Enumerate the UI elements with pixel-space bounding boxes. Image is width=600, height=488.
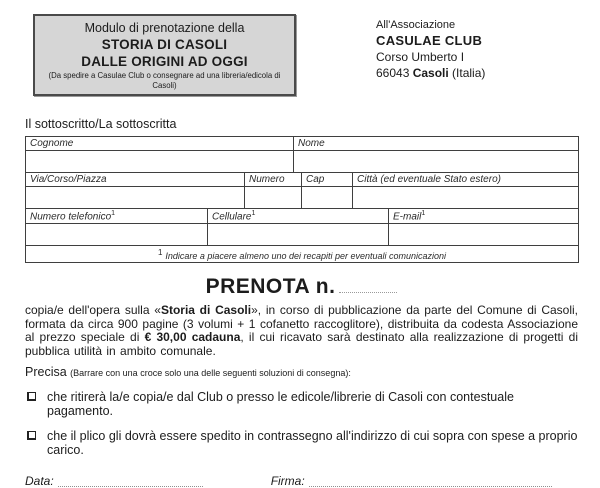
firma-line[interactable]	[309, 474, 552, 487]
date-label: Data:	[25, 473, 54, 488]
work-title: Storia di Casoli	[160, 303, 252, 318]
cellulare-label: Cellulare$^1$	[208, 209, 389, 224]
cognome-input[interactable]	[26, 151, 294, 173]
header	[25, 14, 578, 96]
firma-label: Firma:	[270, 473, 305, 488]
form-title-line1: Modulo di prenotazione della	[84, 21, 245, 35]
title-box	[33, 14, 296, 96]
recipient-name: CASULAE CLUB	[376, 33, 483, 48]
citta-label: Città (ed eventuale Stato estero)	[353, 173, 579, 187]
cellulare-input[interactable]	[208, 224, 389, 246]
pickup-option-label: che ritirerà la/e copia/e dal Club o presso le edicole/librerie di Casoli con contestuale pagamento.	[47, 389, 514, 418]
recipient-city: 66043 Casoli (Italia)	[376, 66, 486, 80]
form-title-note: (Da spedire a Casulae Club o consegnare ad una libreria/edicola di Casoli)	[48, 71, 281, 90]
citta-input[interactable]	[353, 187, 579, 209]
email-input[interactable]	[389, 224, 579, 246]
recipient-address	[376, 17, 578, 81]
nome-input[interactable]	[294, 151, 579, 173]
via-label: Via/Corso/Piazza	[26, 173, 245, 187]
nome-label: Nome	[294, 137, 579, 151]
precisa-line: Precisa (Barrare con una croce solo una delle seguenti soluzioni di consegna):	[25, 364, 351, 379]
prenota-number-line[interactable]	[339, 292, 397, 293]
personal-data-table	[25, 136, 579, 263]
form-title-line2: STORIA DI CASOLI	[101, 37, 228, 52]
pickup-checkbox[interactable]	[27, 392, 36, 401]
price: € 30,00 cadauna	[144, 330, 241, 345]
delivery-option-pickup	[25, 390, 578, 418]
table-footnote: $^1$ Indicare a piacere almeno uno dei recapiti per eventuali comunicazioni	[26, 246, 579, 263]
numero-input[interactable]	[245, 187, 302, 209]
signature-row	[25, 474, 578, 488]
cap-input[interactable]	[302, 187, 353, 209]
body-paragraph: copia/e dell'opera sulla «Storia di Casoli», in corso di pubblicazione da parte del Comune di Casoli, formata da circa 900 pagine (3 volumi + 1 cofanetto raccoglitore), distribuita da codesta Associazione al prezzo speciale di € 30,00 cadauna, il cui ricavato sarà destinato alla realizzazione di progetti di pubblica utilità in ambito comunale.	[25, 303, 579, 358]
cap-label: Cap	[302, 173, 353, 187]
shipping-option-label: che il plico gli dovrà essere spedito in contrassegno all'indirizzo di cui sopra con spese a proprio carico.	[47, 428, 578, 457]
delivery-option-shipping	[25, 429, 578, 457]
telefono-label: Numero telefonico$^1$	[26, 209, 208, 224]
date-line[interactable]	[58, 474, 203, 487]
form-title-line3: DALLE ORIGINI AD OGGI	[81, 54, 248, 69]
intro-text: Il sottoscritto/La sottoscritta	[25, 117, 177, 131]
numero-label: Numero	[245, 173, 302, 187]
telefono-input[interactable]	[26, 224, 208, 246]
shipping-checkbox[interactable]	[27, 431, 36, 440]
via-input[interactable]	[26, 187, 245, 209]
recipient-street: Corso Umberto I	[376, 50, 465, 64]
recipient-line1: All'Associazione	[376, 19, 456, 31]
email-label: E-mail$^1$	[389, 209, 579, 224]
prenota-heading: PRENOTA n.	[25, 275, 578, 299]
cognome-label: Cognome	[26, 137, 294, 151]
